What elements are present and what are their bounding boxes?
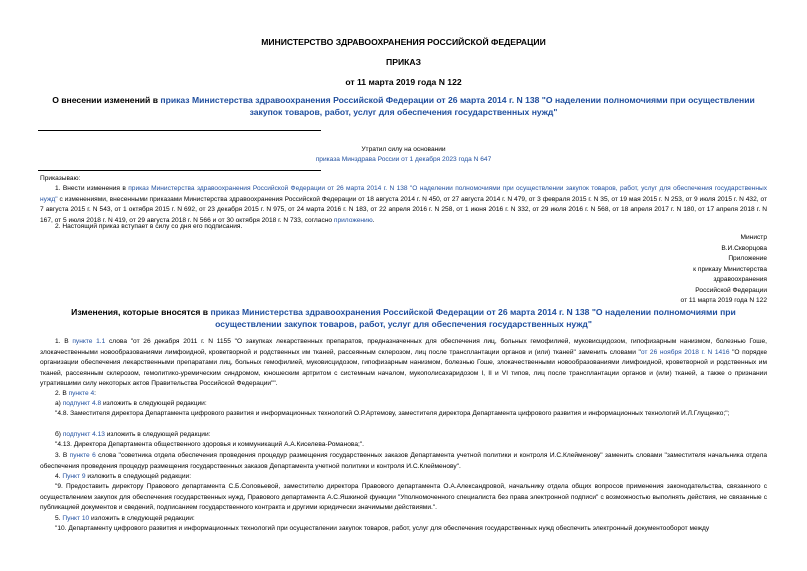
change-text: изложить в следующей редакции:: [85, 473, 192, 480]
page-title: [40, 95, 767, 118]
change-text: 2. В: [55, 390, 69, 397]
change-2b-text: "4.13. Директора Департамента общественного здоровья и коммуникаций А.А.Киселева-Романова;".: [55, 441, 364, 448]
change-text: изложить в следующей редакции:: [104, 431, 211, 438]
change-text: слова "от 26 декабря 2011 г. N 1155 "О закупках лекарственных препаратов, предназначенных для обеспечения лиц, больных гемофилией, муковисцидозом, гипофизарным нанизмом, болезнью Гоше, злокачественными новообразованиями лимфоидной, кроветворной и родственных им тканей, рассеянным склерозом, лиц после трансплантации органов и (или) тканей" заменить словами ": [40, 338, 767, 356]
signature-name: В.И.Скворцова: [721, 244, 767, 252]
change-link[interactable]: подпункт 4.8: [62, 400, 102, 407]
appendix-line: от 11 марта 2019 года N 122: [680, 297, 767, 304]
change-link[interactable]: пункте 4: [68, 390, 95, 397]
appendix-line: Российской Федерации: [695, 286, 767, 294]
changes-title-prefix: Изменения, которые вносятся в: [71, 307, 211, 317]
change-text: изложить в следующей редакции:: [89, 515, 195, 522]
change-text: 3. В: [55, 452, 70, 459]
expired-note: Утратил силу на основании: [361, 146, 446, 153]
change-3: [40, 451, 767, 472]
change-text: 5.: [55, 515, 63, 522]
title-prefix: О внесении изменений в: [52, 95, 161, 105]
change-text: :: [94, 390, 96, 397]
change-1: [40, 337, 767, 390]
change-link[interactable]: Пункт 10: [62, 515, 90, 522]
change-text: слова "советника отдела обеспечения проведения процедур размещения государственных заказов Департамента учетной политики и контроля И.С.Клейменову" заменить словами "заместителя начальника отдела обеспечения проведения процедур размещения государственных заказов Департамента учетной политики и контроля И.С.Клейменову".: [40, 452, 767, 470]
appendix-line: к приказу Министерства: [693, 265, 767, 273]
appendix-line: здравоохранения: [713, 276, 767, 283]
change-link[interactable]: пункте 1.1: [72, 338, 106, 345]
p1-text: 1. Внести изменения в: [55, 185, 129, 192]
change-4: [55, 472, 191, 483]
signature-block: [681, 233, 767, 307]
change-link[interactable]: Пункт 9: [62, 473, 86, 480]
order-date: от 11 марта 2019 года N 122: [345, 77, 462, 87]
change-text: 1. В: [55, 338, 73, 345]
paragraph-1: 1. Внести изменения в приказ Министерства здравоохранения Российской Федерации от 26 марта 2014 г. N 138 "О наделении полномочиями при осуществлении закупок товаров, работ, услуг для обеспечения государственных нужд" с изменениями, внесенными приказами Министерства здравоохранения Российской Федерации от 18 августа 2014 г. N 450, от 27 августа 2014 г. N 479, от 3 февраля 2015 г. N 35, от 19 мая 2015 г. N 253, от 9 июля 2015 г. N 432, от 7 августа 2015 г. N 543, от 1 октября 2015 г. N 692, от 23 декабря 2015 г. N 975, от 24 марта 2016 г. N 183, от 22 апреля 2016 г. N 258, от 1 июня 2016 г. N 332, от 29 июля 2016 г. N 568, от 18 апреля 2017 г. N 180, от 17 апреля 2018 г. N 167, от 5 июля 2018 г. N 419, от 29 августа 2018 г. N 566 и от 30 октября 2018 г. N 733, согласно приложению.: [40, 185, 767, 224]
orders-word: Приказываю:: [40, 175, 81, 182]
change-text: изложить в следующей редакции:: [101, 400, 207, 407]
p1-text: с изменениями, внесенными приказами Министерства здравоохранения Российской Федерации от 18 августа 2014 г. N 450, от 27 августа 2014 г. N 479, от 3 февраля 2015 г. N 35, от 19 мая 2015 г. N 253, от 9 июля 2015 г. N 432, от 7 августа 2015 г. N 543, от 1 октября 2015 г. N 692, от 23 декабря 2015 г. N 975, от 24 марта 2016 г. N 183, от 22 апреля 2016 г. N 258, от 1 июня 2016 г. N 332, от 29 июля 2016 г. N 568, от 18 апреля 2017 г. N 180, от 17 апреля 2018 г. N 167, от 5 июля 2018 г. N 419, от 29 августа 2018 г. N 566 и от 30 октября 2018 г. N 733, согласно: [40, 195, 767, 224]
paragraph-2: 2. Настоящий приказ вступает в силу со дня его подписания.: [55, 223, 243, 230]
divider: [38, 170, 321, 171]
change-2a-text: "4.8. Заместителя директора Департамента цифрового развития и информационных технологий О.Р.Артемову, заместителя директора Департамента цифрового развития и информационных технологий И.Л.Глущенко;";: [55, 410, 730, 417]
change-text: б): [55, 431, 63, 438]
changes-title-link[interactable]: приказ Министерства здравоохранения Российской Федерации от 26 марта 2014 г. N 138 "О наделении полномочиями при осуществлении закупок товаров, работ, услуг для обеспечения государственных нужд": [210, 307, 736, 329]
signature-title: Министр: [740, 234, 767, 241]
change-2: [55, 389, 96, 400]
divider: [38, 130, 321, 131]
order-heading: ПРИКАЗ: [386, 57, 421, 67]
change-link[interactable]: пункте 6: [69, 452, 96, 459]
change-2a: [55, 399, 207, 410]
change-link[interactable]: подпункт 4.13: [62, 431, 105, 438]
p1-link[interactable]: приказ Министерства здравоохранения Российской Федерации от 26 марта 2014 г. N 138 "О наделении полномочиями при осуществлении закупок товаров, работ, услуг для обеспечения государственных нужд": [40, 185, 767, 203]
change-text: 4.: [55, 473, 63, 480]
change-4-text: "9. Предоставить директору Правового департамента С.Б.Соловьевой, заместителю директора Правового департамента О.А.Александровой, начальнику отдела общих вопросов применения законодательства, связанного с осуществлением закупок для обеспечения государственных нужд, Правового департамента А.С.Яшкиной функции "Уполномоченного специалиста без права электронной подписи" с возможностью выполнять действия, не связанные с публикацией документов и сведений, подписанием государственного контракта и другими юридически значимыми действиями.".: [40, 483, 767, 511]
ministry-heading: МИНИСТЕРСТВО ЗДРАВООХРАНЕНИЯ РОССИЙСКОЙ ФЕДЕРАЦИИ: [261, 37, 546, 47]
change-text: а): [55, 400, 63, 407]
change-2b: [55, 430, 210, 441]
title-link[interactable]: приказ Министерства здравоохранения Российской Федерации от 26 марта 2014 г. N 138 "О наделении полномочиями при осуществлении закупок товаров, работ, услуг для обеспечения государственных нужд": [160, 95, 755, 117]
change-5-text: "10. Департаменту цифрового развития и информационных технологий при осуществлении закупок товаров, работ, услуг для обеспечения государственных нужд обеспечить электронный документооборот между: [55, 525, 710, 532]
appendix-link[interactable]: приложению: [333, 216, 373, 224]
appendix-line: Приложение: [728, 255, 767, 262]
expired-link[interactable]: приказа Минздрава России от 1 декабря 2023 года N 647: [315, 156, 492, 163]
change-link[interactable]: от 26 ноября 2018 г. N 1416: [640, 348, 730, 356]
changes-title: [40, 307, 767, 330]
change-5: [55, 514, 195, 525]
change-text: "О порядке организации обеспечения лекарственными препаратами лиц, больных гемофилией, муковисцидозом, гипофизарным нанизмом, болезнью Гоше, злокачественными новообразованиями лимфоидной, кроветворной и родственных им тканей, рассеянным склерозом, гемолитико-уремическим синдромом, юношеским артритом с системным началом, мукополисахаридозом I, II и VI типов, лиц после трансплантации органов и (или) тканей, а также о признании утратившими силу некоторых актов Правительства Российской Федерации"".: [40, 348, 767, 387]
